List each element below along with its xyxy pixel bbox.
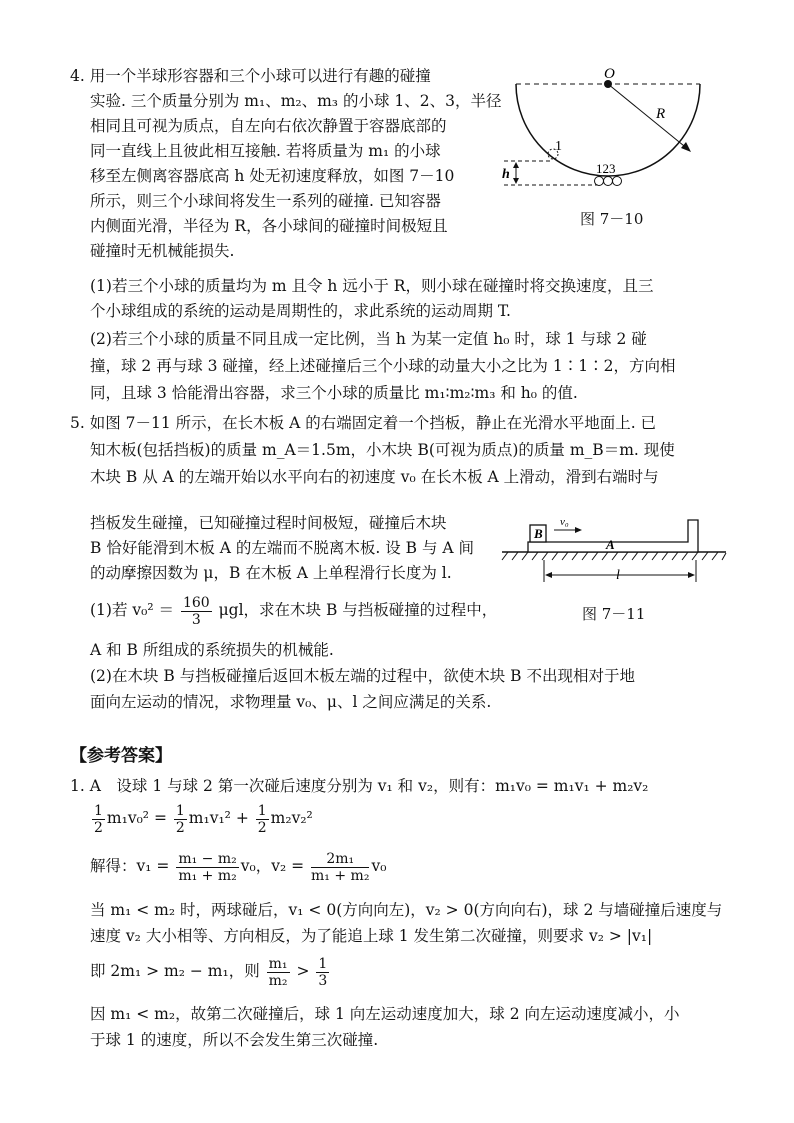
p4-line-10: 个小球组成的系统的运动是周期性的，求此系统的运动周期 T. — [90, 302, 511, 320]
ans-solve: 解得：v₁ = $\frac{\text{m₁ − m₂}}{\text{m₁ + m₂}}$ v₀，v₂ = $\frac{\text{2m₁}}{\text{m₁ + m₂}}$ v₀ — [90, 850, 387, 884]
p5-q1 — [90, 592, 497, 628]
ans-energy-frac-1: $\frac{1}{2}$ — [94, 802, 103, 836]
p4-line-12: 撞，球 2 再与球 3 碰撞，经上述碰撞后三个小球的动量大小之比为 1∶1∶2，方向相 — [90, 357, 676, 375]
figure-7-11-caption: 图 7－11 — [582, 605, 646, 623]
velocity-arrowhead — [575, 527, 582, 533]
p4-line-1: 4. 用一个半球形容器和三个小球可以进行有趣的碰撞 — [70, 67, 431, 85]
label-R: R — [656, 106, 666, 122]
figure-7-10 — [498, 62, 728, 232]
label-balls-123: 123 — [596, 161, 616, 176]
label-l: l — [616, 568, 620, 583]
p4-line-13: 同，且球 3 恰能滑出容器，求三个小球的质量比 m₁∶m₂∶m₃ 和 h₀ 的值. — [90, 384, 578, 402]
radius-line — [608, 84, 689, 150]
ans-last-1: 因 m₁ < m₂，故第二次碰撞后，球 1 向左运动速度加大，球 2 向左运动速度减小，小 — [90, 1005, 680, 1023]
ans-solve-frac-1: $\frac{\text{m₁ − m₂}}{\text{m₁ + m₂}}$ — [178, 850, 237, 884]
label-B: B — [534, 526, 543, 541]
p4-line-7: 内侧面光滑，半径为 R，各小球间的碰撞时间极短且 — [90, 217, 448, 235]
p4-line-9: (1)若三个小球的质量均为 m 且令 h 远小于 R，则小球在碰撞时将交换速度，且三 — [90, 277, 654, 295]
label-ball-1: 1 — [555, 139, 562, 154]
ans-energy-frac-3: $\frac{1}{2}$ — [257, 802, 267, 836]
p4-line-4: 同一直线上且彼此相互接触. 若将质量为 m₁ 的小球 — [90, 142, 441, 160]
p5-q1-post: μgl，求在木块 B 与挡板碰撞的过程中， — [218, 601, 498, 619]
ball-c — [613, 177, 622, 186]
p5-line-3: 木块 B 从 A 的左端开始以水平向右的初速度 v₀ 在长木板 A 上滑动，滑到右端时与 — [90, 468, 659, 486]
ans-energy-frac-2: $\frac{1}{2}$ — [175, 802, 185, 836]
ans-energy-eq: $\frac{1}{2}$ m₁v₀² = $\frac{1}{2}$ m₁v₁² + $\frac{1}{2}$ m₂v₂² — [94, 802, 313, 836]
p5-line-1: 5. 如图 7－11 所示，在长木板 A 的右端固定着一个挡板，静止在光滑水平地面上. 已 — [70, 414, 657, 432]
ball-a — [595, 177, 604, 186]
h-arrow-top — [513, 162, 519, 168]
ans-solve-frac-2: $\frac{\text{2m₁}}{\text{m₁ + m₂}}$ — [311, 850, 370, 884]
p5-q1-pre: (1)若 v₀² ＝ — [90, 601, 174, 619]
p4-line-5: 移至左侧离容器底高 h 处无初速度释放，如图 7－10 — [90, 167, 455, 185]
ans-inequality: 即 2m₁ > m₂ − m₁，则 $\frac{\text{m₁}}{\text{m₂}}$ > $\frac{1}{3}$ — [90, 955, 328, 989]
p5-line-2: 知木板(包括挡板)的质量 m_A＝1.5m，小木块 B(可视为质点)的质量 m_B＝m. 现使 — [90, 441, 675, 459]
figure-7-10-caption: 图 7－10 — [580, 210, 644, 228]
l-arrow-left — [545, 572, 552, 578]
ans-ineq-frac-1: $\frac{\text{m₁}}{\text{m₂}}$ — [268, 955, 288, 989]
ans-ineq-frac-2: $\frac{1}{3}$ — [318, 955, 328, 989]
label-v0: v₀ — [560, 516, 569, 528]
label-O: O — [604, 66, 615, 82]
p4-line-6: 所示，则三个小球间将发生一系列的碰撞. 已知容器 — [90, 192, 441, 210]
p5-line-5: B 恰好能滑到木板 A 的左端而不脱离木板. 设 B 与 A 间 — [90, 539, 475, 557]
answers-header: 【参考答案】 — [70, 746, 172, 766]
ans-when-1: 当 m₁ < m₂ 时，两球碰后，v₁ < 0(方向向左)，v₂ > 0(方向向右)，球 2 与墙碰撞后速度与 — [90, 901, 723, 919]
p5-line-9: (2)在木块 B 与挡板碰撞后返回木板左端的过程中，欲使木块 B 不出现相对于地 — [90, 667, 635, 685]
p5-q1-den: 3 — [191, 611, 201, 628]
ball-b — [604, 177, 613, 186]
label-h: h — [502, 167, 510, 182]
h-arrow-bottom — [513, 178, 519, 184]
ans-last-2: 于球 1 的速度，所以不会发生第三次碰撞. — [90, 1031, 379, 1049]
p5-line-8: A 和 B 所组成的系统损失的机械能. — [90, 641, 334, 659]
ans-when-2: 速度 v₂ 大小相等、方向相反，为了能追上球 1 发生第二次碰撞，则要求 v₂ > |v₁| — [90, 927, 653, 945]
figure-7-11 — [500, 508, 730, 604]
p5-line-4: 挡板发生碰撞，已知碰撞过程时间极短，碰撞后木块 — [90, 514, 447, 532]
l-arrow-right — [688, 572, 695, 578]
radius-arrowhead — [681, 142, 691, 152]
ground-hatching — [502, 552, 726, 560]
p5-line-10: 面向左运动的情况，求物理量 v₀、μ、l 之间应满足的关系. — [90, 693, 492, 711]
p5-q1-num: 160 — [182, 594, 210, 611]
ans-line-1: 1. A 设球 1 与球 2 第一次碰后速度分别为 v₁ 和 v₂，则有：m₁v₀ = m₁v₁ + m₂v₂ — [70, 777, 649, 795]
p4-line-8: 碰撞时无机械能损失. — [90, 242, 235, 260]
p4-line-11: (2)若三个小球的质量不同且成一定比例，当 h 为某一定值 h₀ 时，球 1 与球 2 碰 — [90, 330, 647, 348]
p5-line-6: 的动摩擦因数为 μ，B 在木板 A 上单程滑行长度为 l. — [90, 564, 452, 582]
p4-line-2: 实验. 三个质量分别为 m₁、m₂、m₃ 的小球 1、2、3，半径 — [90, 92, 502, 110]
p5-q1-frac — [181, 595, 212, 628]
label-A: A — [606, 537, 615, 552]
p4-line-3: 相同且可视为质点，自左向右依次静置于容器底部的 — [90, 117, 447, 135]
